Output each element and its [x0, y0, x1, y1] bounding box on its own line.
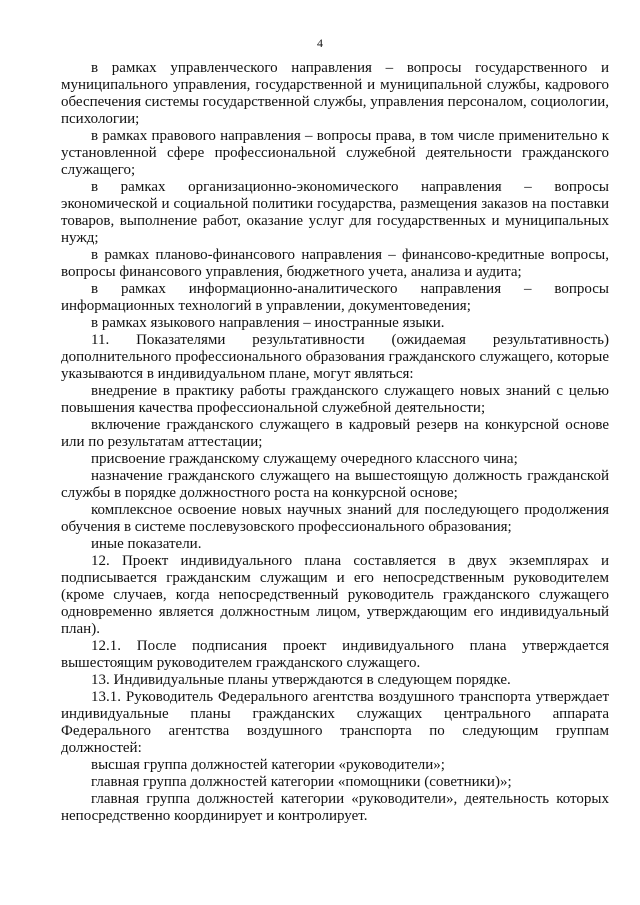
paragraph-12-1: 12.1. После подписания проект индивидуального плана утверждается вышестоящим руководителем гражданского служащего.	[61, 638, 609, 671]
document-body	[61, 60, 609, 825]
paragraph-13: 13. Индивидуальные планы утверждаются в следующем порядке.	[91, 672, 511, 688]
paragraph-indicator-practice: внедрение в практику работы гражданского служащего новых знаний с целью повышения качества профессиональной служебной деятельности;	[61, 383, 609, 416]
paragraph-indicator-other: иные показатели.	[91, 536, 202, 552]
paragraph-group-assistants: главная группа должностей категории «помощники (советники)»;	[91, 774, 512, 790]
paragraph-economic-direction: в рамках организационно-экономического направления – вопросы экономической и социальной политики государства, размещения заказов на поставки товаров, выполнение работ, оказание услуг для государственных и муниципальных нужд;	[61, 179, 609, 246]
paragraph-11: 11. Показателями результативности (ожидаемая результативность) дополнительного профессионального образования гражданского служащего, которые указываются в индивидуальном плане, могут являться:	[61, 332, 609, 382]
paragraph-analytical-direction: в рамках информационно-аналитического направления – вопросы информационных технологий в управлении, документоведения;	[61, 281, 609, 314]
paragraph-indicator-rank: присвоение гражданскому служащему очередного классного чина;	[91, 451, 518, 467]
paragraph-language-direction: в рамках языкового направления – иностранные языки.	[91, 315, 445, 331]
paragraph-indicator-promotion: назначение гражданского служащего на вышестоящую должность гражданской службы в порядке должностного роста на конкурсной основе;	[61, 468, 609, 501]
paragraph-group-managers: главная группа должностей категории «руководители», деятельность которых непосредственно координирует и контролирует.	[61, 791, 609, 824]
paragraph-group-higher: высшая группа должностей категории «руководители»;	[91, 757, 445, 773]
paragraph-legal-direction: в рамках правового направления – вопросы права, в том числе применительно к установленной сфере профессиональной служебной деятельности гражданского служащего;	[61, 128, 609, 178]
page-number: 4	[317, 36, 323, 50]
paragraph-12: 12. Проект индивидуального плана составляется в двух экземплярах и подписывается гражданским служащим и его непосредственным руководителем (кроме случаев, когда непосредственный руководитель гражданского служащего одновременно является должностным лицом, утверждающим его индивидуальный план).	[61, 553, 609, 637]
paragraph-13-1: 13.1. Руководитель Федерального агентства воздушного транспорта утверждает индивидуальные планы гражданских служащих центрального аппарата Федерального агентства воздушного транспорта по следующим группам должностей:	[61, 689, 609, 756]
paragraph-indicator-education: комплексное освоение новых научных знаний для последующего продолжения обучения в системе послевузовского профессионального образования;	[61, 502, 609, 535]
paragraph-indicator-reserve: включение гражданского служащего в кадровый резерв на конкурсной основе или по результатам аттестации;	[61, 417, 609, 450]
paragraph-management-direction: в рамках управленческого направления – вопросы государственного и муниципального управления, государственной и муниципальной службы, кадрового обеспечения системы государственной службы, управления персоналом, социологии, психологии;	[61, 60, 609, 127]
paragraph-financial-direction: в рамках планово-финансового направления – финансово-кредитные вопросы, вопросы финансового управления, бюджетного учета, анализа и аудита;	[61, 247, 609, 280]
